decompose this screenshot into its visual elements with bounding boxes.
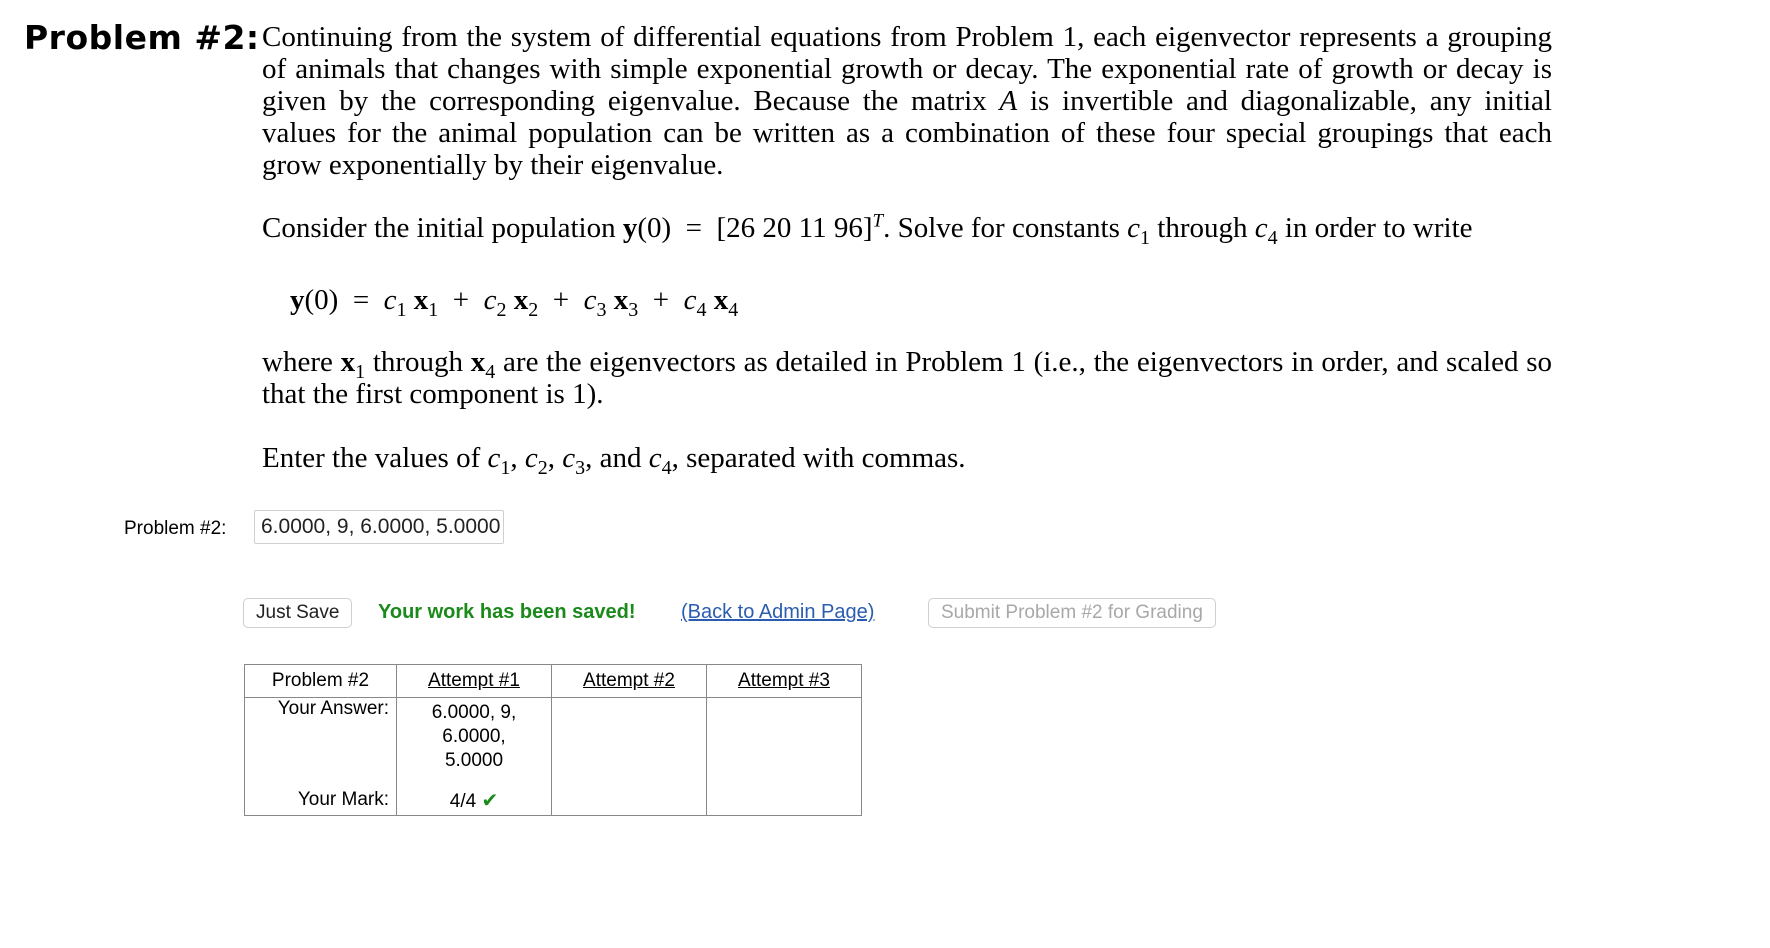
instruction-text: Enter the values of $c_1$, $c_2$, $c_3$, and $c_4$, separated with commas. xyxy=(262,442,966,479)
check-icon: ✔ xyxy=(481,789,499,812)
attempt-1-link[interactable]: Attempt #1 xyxy=(428,670,520,691)
problem-heading: Problem #2: xyxy=(24,18,260,57)
mark-value: 4/4 xyxy=(449,790,477,812)
attempt-1-answer: 6.0000, 9, 6.0000, 5.0000 xyxy=(397,698,552,786)
saved-message: Your work has been saved! xyxy=(378,601,636,623)
submit-for-grading-button[interactable]: Submit Problem #2 for Grading xyxy=(928,598,1216,628)
just-save-button[interactable]: Just Save xyxy=(243,598,352,628)
attempt-2-mark xyxy=(552,785,707,816)
attempt-3-answer xyxy=(707,698,862,786)
attempt-2-link[interactable]: Attempt #2 xyxy=(583,670,675,691)
your-mark-label: Your Mark: xyxy=(245,785,397,816)
your-answer-label: Your Answer: xyxy=(245,698,397,786)
attempt-3-link[interactable]: Attempt #3 xyxy=(738,670,830,691)
attempts-table xyxy=(244,664,862,816)
attempt-1-mark xyxy=(397,785,552,816)
answer-label: Problem #2: xyxy=(124,518,227,539)
where-paragraph: where $x_1$ through $x_4$ are the eigenvectors as detailed in Problem 1 (i.e., the eigenvectors in order, and scaled so that the first component is 1). xyxy=(262,346,1553,410)
intro-paragraph: Continuing from the system of differential equations from Problem 1, each eigenvector represents a grouping of animals that changes with simple exponential growth or decay. The exponential rate of growth or decay is given by the corresponding eigenvalue. Because the matrix A is invertible and diagonalizable, any initial values for the animal population can be written as a combination of these four special groupings that each grow exponentially by their eigenvalue. xyxy=(262,21,1552,181)
attempt-3-mark xyxy=(707,785,862,816)
combination-equation: $y(0) = c_1$ $x_1 + c_2$ $x_2 + c_3$ $x_3 + c_4$ $x_4$ xyxy=(290,284,739,321)
answer-input[interactable] xyxy=(254,510,504,544)
back-to-admin-link[interactable]: (Back to Admin Page) xyxy=(681,601,875,623)
attempts-table-header: Problem #2 xyxy=(245,665,397,698)
attempt-2-answer xyxy=(552,698,707,786)
initial-population-line: Consider the initial population y(0) = [26 20 11 96]$^T$. Solve for constants $c_1$ through $c_4$ in order to write xyxy=(262,210,1473,249)
